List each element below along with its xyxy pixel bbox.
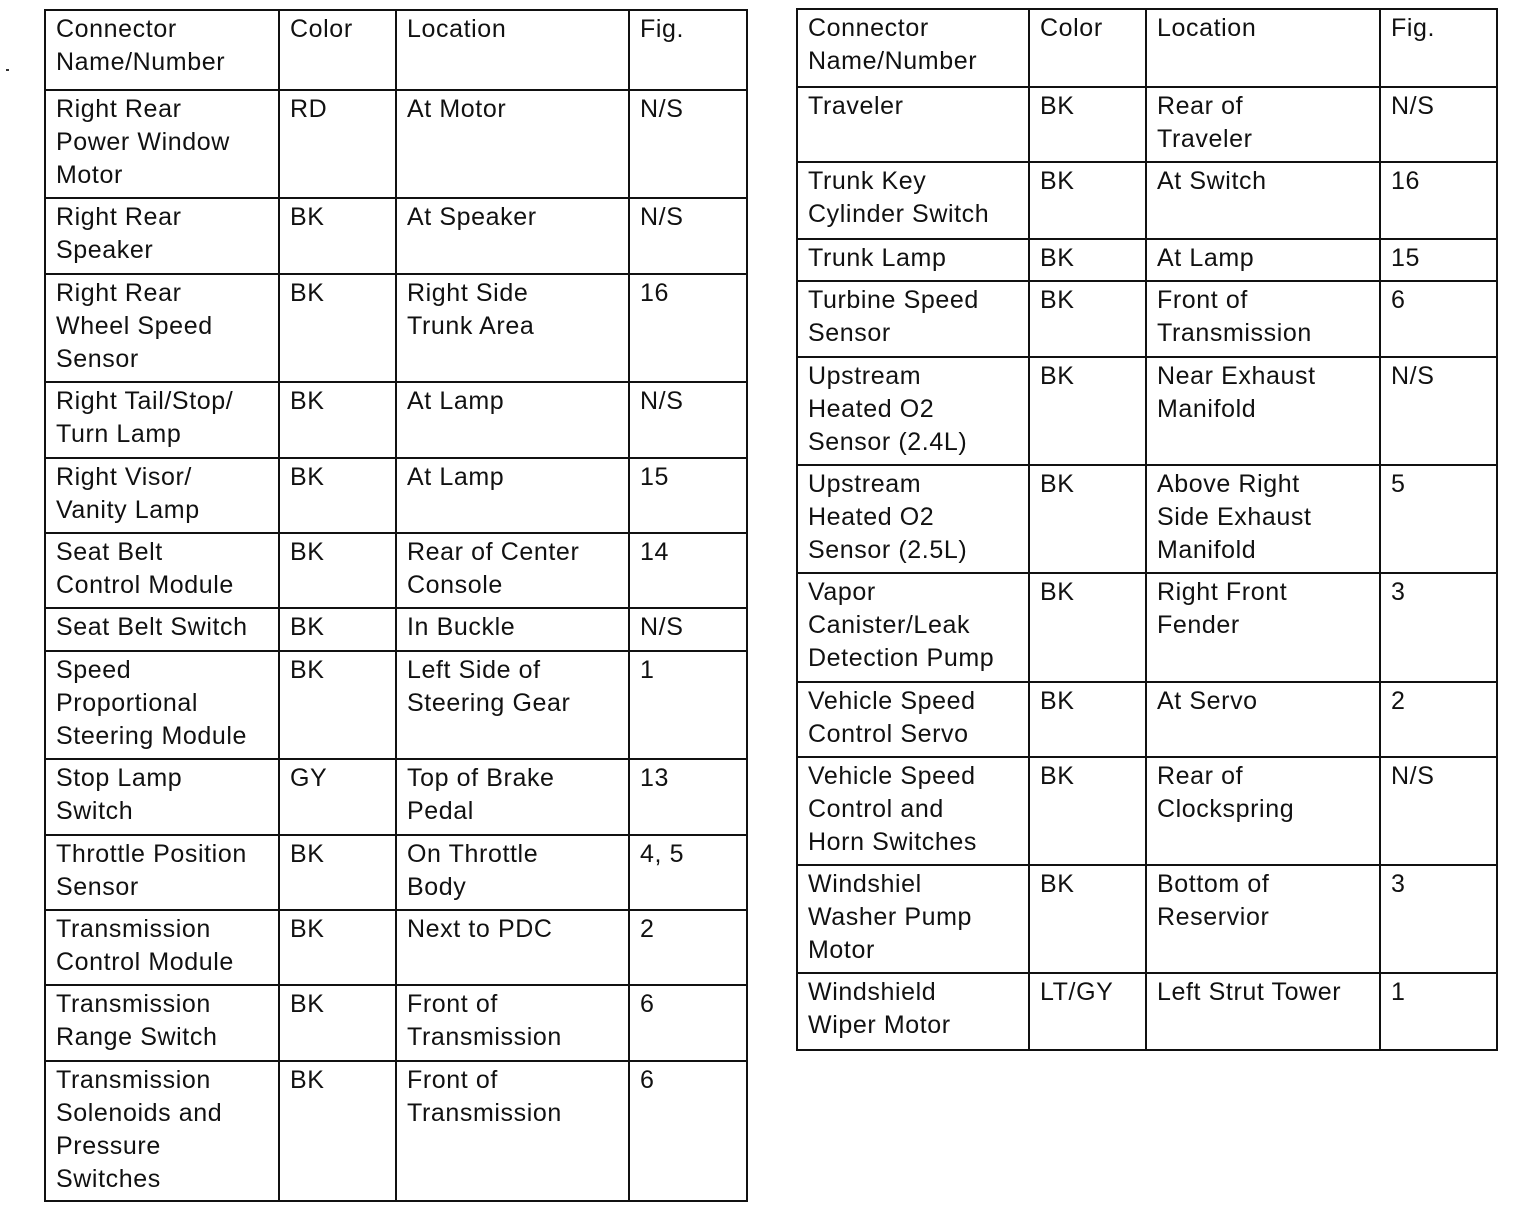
header-location: Location — [1146, 9, 1380, 87]
header-location: Location — [396, 10, 629, 90]
cell-location: In Buckle — [396, 608, 629, 651]
table-row — [45, 608, 747, 651]
stray-mark — [6, 69, 9, 71]
table-row — [45, 759, 747, 835]
cell-color: LT/GY — [1029, 973, 1146, 1050]
table-row — [797, 573, 1497, 682]
cell-connector-name: Traveler — [797, 87, 1029, 162]
cell-location: At Lamp — [396, 382, 629, 458]
cell-fig: 2 — [1380, 682, 1497, 757]
cell-connector-name: Vapor Canister/Leak Detection Pump — [797, 573, 1029, 682]
table-row — [45, 458, 747, 533]
table-row — [45, 382, 747, 458]
cell-fig: 6 — [629, 985, 747, 1061]
table-row — [45, 910, 747, 985]
cell-fig: 15 — [629, 458, 747, 533]
cell-location: Right Side Trunk Area — [396, 274, 629, 382]
cell-fig: 15 — [1380, 239, 1497, 281]
table-header — [45, 10, 747, 90]
cell-fig: 2 — [629, 910, 747, 985]
cell-color: BK — [279, 910, 396, 985]
cell-location: Rear of Traveler — [1146, 87, 1380, 162]
cell-color: BK — [279, 458, 396, 533]
table-body — [797, 87, 1497, 1050]
cell-fig: 1 — [629, 651, 747, 759]
cell-fig: N/S — [1380, 757, 1497, 865]
cell-fig: 4, 5 — [629, 835, 747, 910]
cell-fig: 1 — [1380, 973, 1497, 1050]
cell-color: BK — [1029, 239, 1146, 281]
cell-connector-name: Throttle Position Sensor — [45, 835, 279, 910]
table-row — [797, 162, 1497, 239]
cell-fig: 5 — [1380, 465, 1497, 573]
cell-location: At Servo — [1146, 682, 1380, 757]
cell-connector-name: Turbine Speed Sensor — [797, 281, 1029, 357]
cell-color: BK — [279, 608, 396, 651]
cell-fig: N/S — [1380, 357, 1497, 465]
cell-fig: 6 — [1380, 281, 1497, 357]
cell-color: BK — [1029, 573, 1146, 682]
header-connector-name: Connector Name/Number — [797, 9, 1029, 87]
cell-color: BK — [279, 985, 396, 1061]
table-row — [797, 682, 1497, 757]
cell-location: Right Front Fender — [1146, 573, 1380, 682]
cell-location: Rear of Clockspring — [1146, 757, 1380, 865]
cell-location: At Lamp — [1146, 239, 1380, 281]
header-fig: Fig. — [1380, 9, 1497, 87]
cell-fig: 13 — [629, 759, 747, 835]
cell-connector-name: Stop Lamp Switch — [45, 759, 279, 835]
cell-connector-name: Right Rear Wheel Speed Sensor — [45, 274, 279, 382]
cell-location: Rear of Center Console — [396, 533, 629, 608]
cell-location: Front of Transmission — [1146, 281, 1380, 357]
cell-connector-name: Upstream Heated O2 Sensor (2.4L) — [797, 357, 1029, 465]
cell-connector-name: Seat Belt Switch — [45, 608, 279, 651]
cell-connector-name: Seat Belt Control Module — [45, 533, 279, 608]
cell-fig: 3 — [1380, 865, 1497, 973]
header-color: Color — [1029, 9, 1146, 87]
table-row — [45, 1061, 747, 1201]
table-row — [797, 281, 1497, 357]
table-row — [45, 651, 747, 759]
cell-connector-name: Right Visor/ Vanity Lamp — [45, 458, 279, 533]
cell-color: BK — [1029, 87, 1146, 162]
cell-fig: 16 — [629, 274, 747, 382]
cell-fig: 14 — [629, 533, 747, 608]
cell-connector-name: Trunk Key Cylinder Switch — [797, 162, 1029, 239]
cell-location: At Lamp — [396, 458, 629, 533]
table-row — [45, 274, 747, 382]
table-row — [45, 90, 747, 198]
header-color: Color — [279, 10, 396, 90]
cell-connector-name: Windshiel Washer Pump Motor — [797, 865, 1029, 973]
cell-connector-name: Right Rear Power Window Motor — [45, 90, 279, 198]
cell-color: BK — [279, 382, 396, 458]
table-header — [797, 9, 1497, 87]
cell-color: GY — [279, 759, 396, 835]
cell-fig: N/S — [629, 382, 747, 458]
cell-location: On Throttle Body — [396, 835, 629, 910]
cell-connector-name: Transmission Solenoids and Pressure Switches — [45, 1061, 279, 1201]
table-row — [797, 465, 1497, 573]
cell-connector-name: Transmission Control Module — [45, 910, 279, 985]
cell-color: BK — [1029, 162, 1146, 239]
cell-location: Front of Transmission — [396, 1061, 629, 1201]
table-row — [45, 835, 747, 910]
cell-connector-name: Speed Proportional Steering Module — [45, 651, 279, 759]
table-row — [797, 757, 1497, 865]
cell-location: Left Side of Steering Gear — [396, 651, 629, 759]
cell-connector-name: Right Tail/Stop/ Turn Lamp — [45, 382, 279, 458]
cell-location: Next to PDC — [396, 910, 629, 985]
table-row — [45, 533, 747, 608]
cell-color: BK — [279, 835, 396, 910]
cell-color: RD — [279, 90, 396, 198]
cell-color: BK — [279, 198, 396, 274]
cell-color: BK — [1029, 357, 1146, 465]
header-connector-name: Connector Name/Number — [45, 10, 279, 90]
table-row — [797, 973, 1497, 1050]
cell-location: At Motor — [396, 90, 629, 198]
cell-fig: N/S — [1380, 87, 1497, 162]
cell-color: BK — [1029, 465, 1146, 573]
cell-connector-name: Upstream Heated O2 Sensor (2.5L) — [797, 465, 1029, 573]
cell-fig: 3 — [1380, 573, 1497, 682]
cell-location: At Speaker — [396, 198, 629, 274]
table-row — [45, 985, 747, 1061]
table-row — [797, 357, 1497, 465]
cell-fig: 16 — [1380, 162, 1497, 239]
connector-table-right — [796, 8, 1498, 1051]
cell-connector-name: Vehicle Speed Control and Horn Switches — [797, 757, 1029, 865]
cell-color: BK — [279, 1061, 396, 1201]
cell-location: Bottom of Reservior — [1146, 865, 1380, 973]
cell-fig: N/S — [629, 608, 747, 651]
table-row — [797, 239, 1497, 281]
cell-color: BK — [279, 651, 396, 759]
cell-location: Top of Brake Pedal — [396, 759, 629, 835]
cell-color: BK — [1029, 281, 1146, 357]
table-row — [797, 87, 1497, 162]
cell-fig: 6 — [629, 1061, 747, 1201]
table-row — [45, 198, 747, 274]
cell-fig: N/S — [629, 198, 747, 274]
cell-color: BK — [279, 533, 396, 608]
cell-connector-name: Windshield Wiper Motor — [797, 973, 1029, 1050]
cell-connector-name: Trunk Lamp — [797, 239, 1029, 281]
table-body — [45, 90, 747, 1201]
cell-connector-name: Right Rear Speaker — [45, 198, 279, 274]
cell-color: BK — [279, 274, 396, 382]
cell-location: Left Strut Tower — [1146, 973, 1380, 1050]
cell-location: Near Exhaust Manifold — [1146, 357, 1380, 465]
cell-color: BK — [1029, 682, 1146, 757]
cell-connector-name: Transmission Range Switch — [45, 985, 279, 1061]
header-fig: Fig. — [629, 10, 747, 90]
cell-connector-name: Vehicle Speed Control Servo — [797, 682, 1029, 757]
cell-color: BK — [1029, 757, 1146, 865]
cell-location: Above Right Side Exhaust Manifold — [1146, 465, 1380, 573]
cell-location: At Switch — [1146, 162, 1380, 239]
connector-table-left — [44, 9, 748, 1202]
table-row — [797, 865, 1497, 973]
cell-location: Front of Transmission — [396, 985, 629, 1061]
cell-color: BK — [1029, 865, 1146, 973]
cell-fig: N/S — [629, 90, 747, 198]
